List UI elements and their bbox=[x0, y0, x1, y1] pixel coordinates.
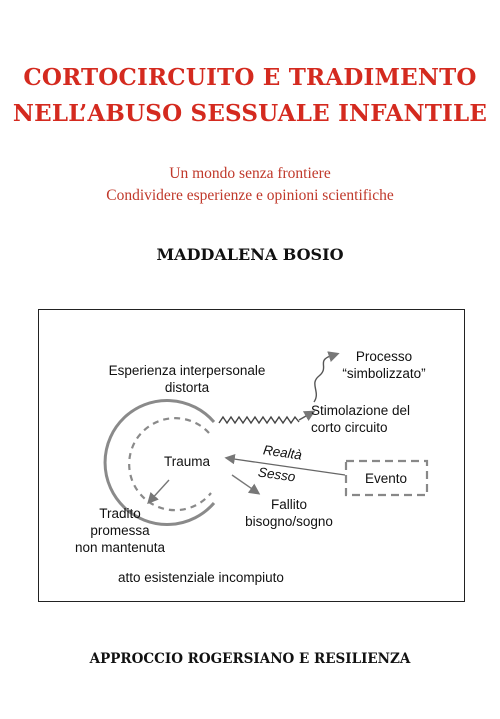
label-evento: Evento bbox=[365, 471, 408, 486]
title-line-1: CORTOCIRCUITO E TRADIMENTO bbox=[23, 64, 477, 91]
label-fallito bbox=[229, 496, 349, 530]
label-stimolazione bbox=[311, 402, 410, 436]
label-atto: atto esistenziale incompiuto bbox=[118, 570, 284, 585]
short-circuit-zigzag bbox=[219, 417, 299, 423]
esperienza-line-2: distorta bbox=[164, 380, 210, 395]
label-sesso: Sesso bbox=[257, 464, 297, 485]
tradito-line-2: promessa bbox=[90, 523, 150, 538]
stimolazione-line-2: corto circuito bbox=[311, 420, 388, 435]
processo-line-1: Processo bbox=[355, 349, 413, 364]
tradito-line-3: non mantenuta bbox=[74, 540, 166, 555]
label-realta: Realtà bbox=[262, 442, 303, 463]
esperienza-line-1: Esperienza interpersonale bbox=[108, 363, 266, 378]
label-tradito bbox=[65, 505, 175, 556]
author-name: MADDALENA BOSIO bbox=[156, 245, 344, 264]
tradito-arrow bbox=[149, 480, 169, 502]
label-trauma: Trauma bbox=[164, 454, 211, 469]
stimolazione-line-1: Stimolazione del bbox=[311, 403, 411, 418]
tradito-line-1: Tradito bbox=[99, 506, 141, 521]
label-processo bbox=[329, 348, 439, 382]
fallito-line-1: Fallito bbox=[270, 497, 307, 512]
label-esperienza bbox=[107, 362, 267, 396]
subtitle-line-1: Un mondo senza frontiere bbox=[169, 165, 331, 182]
fallito-arrow bbox=[232, 475, 258, 493]
diagram-box bbox=[38, 309, 465, 602]
processo-line-2: “simbolizzato” bbox=[342, 366, 426, 381]
subtitle-line-2: Condividere esperienze e opinioni scientifiche bbox=[106, 187, 394, 204]
title-line-2: NELL’ABUSO SESSUALE INFANTILE bbox=[12, 100, 488, 127]
fallito-line-2: bisogno/sogno bbox=[245, 514, 333, 529]
footer-subtitle: APPROCCIO ROGERSIANO E RESILIENZA bbox=[89, 651, 411, 667]
